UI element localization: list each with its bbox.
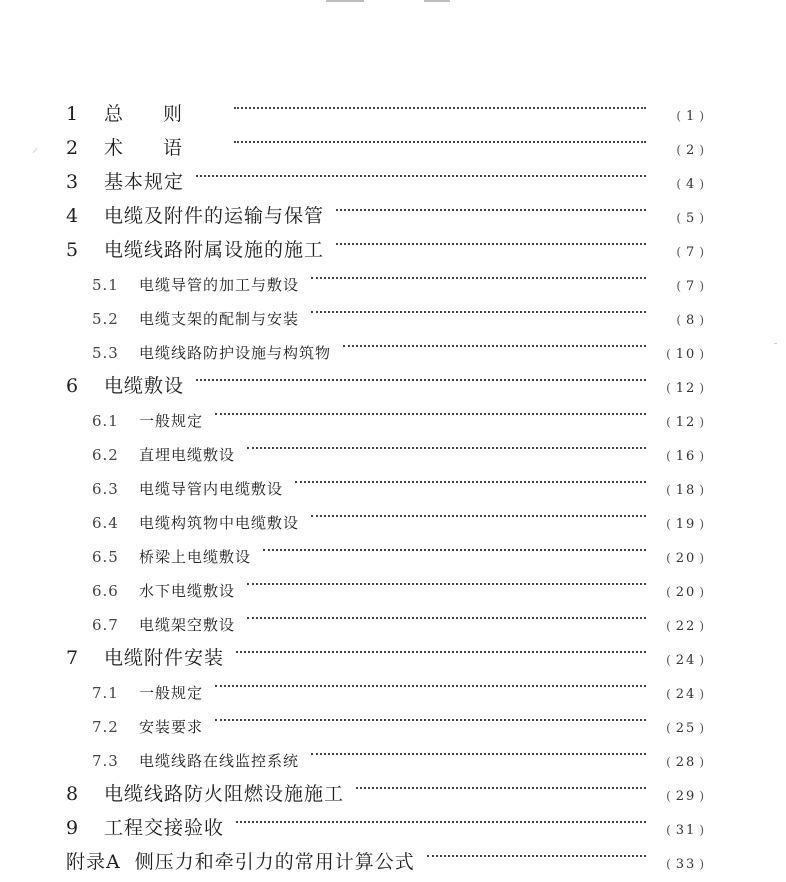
page-bracket-open: (: [666, 551, 673, 565]
toc-entry-number: 附录A: [66, 851, 121, 873]
scan-speck: [774, 343, 777, 344]
scan-edge-mark: [424, 0, 450, 2]
page-number: 5: [686, 211, 697, 226]
page-bracket-close: ): [699, 483, 706, 497]
page-bracket-close: ): [699, 653, 706, 667]
page-bracket-close: ): [699, 109, 706, 123]
dot-leader: [215, 664, 646, 698]
page-bracket-open: (: [676, 245, 684, 259]
toc-entry-number: 6.1: [92, 412, 119, 430]
page-bracket-open: (: [666, 653, 673, 667]
page-bracket-close: ): [699, 551, 706, 565]
page-number: 1: [686, 109, 697, 124]
page-bracket-open: (: [666, 823, 673, 837]
toc-entry-title: 基本规定: [104, 171, 185, 193]
page-bracket-close: ): [699, 143, 706, 157]
dot-leader: [247, 562, 646, 596]
toc-entry-title: 电缆线路在线监控系统: [139, 752, 300, 770]
page-bracket-close: ): [699, 245, 706, 259]
toc-entry[interactable]: [66, 86, 706, 125]
page-bracket-close: ): [699, 177, 706, 191]
toc-entry-title: 水下电缆敷设: [139, 582, 236, 600]
page-bracket-close: ): [699, 857, 706, 871]
toc-entry-number: 6.6: [92, 582, 119, 600]
dot-leader: [247, 426, 646, 460]
dot-leader: [263, 528, 646, 562]
toc-entry-title: 总则: [104, 103, 223, 125]
toc-entry-number: 9: [66, 817, 80, 839]
page-number: 33: [675, 857, 697, 872]
toc-entry-page: [656, 813, 706, 848]
toc-entry-page: [656, 541, 706, 576]
page-bracket-open: (: [676, 211, 684, 225]
toc-entry-number: 6.7: [92, 616, 119, 634]
page-bracket-close: ): [699, 279, 706, 293]
toc-entry-number: 7.2: [92, 718, 119, 736]
dot-leader: [295, 460, 646, 494]
toc-entry-number: 6.5: [92, 548, 119, 566]
page-bracket-close: ): [699, 415, 706, 429]
page-bracket-open: (: [666, 483, 673, 497]
toc-entry-title: 术语: [104, 137, 223, 159]
toc-entry-number: 3: [66, 171, 80, 193]
toc-entry-number: 6.2: [92, 446, 119, 464]
page-number: 12: [675, 415, 697, 430]
toc-entry-number: 5.2: [92, 310, 119, 328]
page-bracket-open: (: [666, 687, 673, 701]
page-bracket-open: (: [666, 517, 673, 531]
dot-leader: [247, 596, 646, 630]
page-number: 18: [675, 483, 697, 498]
toc-entry-page: [656, 133, 706, 168]
toc-entry-page: [656, 847, 706, 882]
toc-entry-title: 工程交接验收: [104, 817, 225, 839]
page-bracket-open: (: [666, 449, 673, 463]
page-number: 19: [675, 517, 697, 532]
page-bracket-close: ): [699, 449, 706, 463]
page-number: 10: [675, 347, 697, 362]
dot-leader: [336, 188, 646, 222]
toc-entry-title: 电缆支架的配制与安装: [139, 310, 300, 328]
page-bracket-open: (: [676, 313, 684, 327]
page-bracket-close: ): [699, 381, 706, 395]
toc-entry-title: 安装要求: [139, 718, 204, 736]
page-bracket-close: ): [699, 347, 706, 361]
toc-entry-page: [656, 745, 706, 780]
page-bracket-open: (: [666, 619, 673, 633]
toc-entry-number: 7.3: [92, 752, 119, 770]
toc-entry-number: 5.3: [92, 344, 119, 362]
page-bracket-open: (: [676, 143, 684, 157]
toc-entry-number: 2: [66, 137, 80, 159]
toc-entry-title: 直埋电缆敷设: [139, 446, 236, 464]
page-bracket-open: (: [676, 109, 684, 123]
toc-entry-page: [656, 167, 706, 202]
toc-entry-number: 6.3: [92, 480, 119, 498]
toc-entry-page: [656, 405, 706, 440]
page-number: 24: [675, 653, 697, 668]
toc-entry-page: [656, 235, 706, 270]
page-bracket-open: (: [676, 279, 684, 293]
toc-entry-title: 电缆线路防火阻燃设施施工: [104, 783, 345, 805]
page-number: 20: [675, 585, 697, 600]
page-bracket-close: ): [699, 585, 706, 599]
dot-leader: [234, 120, 646, 154]
toc-entry-page: [656, 677, 706, 712]
toc-entry-page: [656, 371, 706, 406]
page-bracket-close: ): [699, 313, 706, 327]
toc-entry-title: 一般规定: [139, 412, 204, 430]
toc-entry-title: 电缆构筑物中电缆敷设: [139, 514, 300, 532]
page-bracket-open: (: [666, 857, 673, 871]
page-bracket-close: ): [699, 619, 706, 633]
dot-leader: [215, 698, 646, 732]
page-bracket-open: (: [666, 789, 673, 803]
page-bracket-open: (: [666, 381, 673, 395]
page-bracket-close: ): [699, 823, 706, 837]
dot-leader: [311, 256, 646, 290]
page-bracket-open: (: [666, 721, 673, 735]
toc-entry-page: [656, 303, 706, 338]
toc-entry-title: 电缆线路附属设施的施工: [104, 239, 325, 261]
toc-entry-page: [656, 439, 706, 474]
page-number: 8: [686, 313, 697, 328]
toc-entry-number: 7: [66, 647, 80, 669]
toc-entry-title: 电缆附件安装: [104, 647, 225, 669]
toc-entry-title: 电缆导管的加工与敷设: [139, 276, 300, 294]
toc-entry-number: 4: [66, 205, 80, 227]
dot-leader: [336, 222, 646, 256]
dot-leader: [343, 324, 646, 358]
page-number: 2: [686, 143, 697, 158]
toc-entry-number: 6: [66, 375, 80, 397]
scan-speck: [33, 148, 38, 153]
toc-entry-number: 7.1: [92, 684, 119, 702]
toc-entry-number: 5: [66, 239, 80, 261]
dot-leader: [196, 154, 646, 188]
toc-entry-title: 一般规定: [139, 684, 204, 702]
toc-entry-number: 5.1: [92, 276, 119, 294]
page-bracket-open: (: [666, 585, 673, 599]
toc-entry-title: 侧压力和牵引力的常用计算公式: [134, 851, 415, 873]
dot-leader: [236, 800, 646, 834]
page-bracket-close: ): [699, 789, 706, 803]
page-bracket-open: (: [666, 755, 673, 769]
toc-entry-number: 8: [66, 783, 80, 805]
toc-entry-page: [656, 643, 706, 678]
toc-entry-page: [656, 507, 706, 542]
page-bracket-close: ): [699, 721, 706, 735]
page-bracket-close: ): [699, 755, 706, 769]
toc-entry-title: 桥梁上电缆敷设: [139, 548, 252, 566]
toc-entry-page: [656, 711, 706, 746]
page-number: 12: [675, 381, 697, 396]
table-of-contents: [66, 86, 706, 873]
page-bracket-open: (: [666, 415, 673, 429]
page-bracket-close: ): [699, 517, 706, 531]
toc-entry-page: [656, 201, 706, 236]
page-bracket-open: (: [666, 347, 673, 361]
dot-leader: [427, 834, 646, 868]
toc-entry-title: 电缆及附件的运输与保管: [104, 205, 325, 227]
toc-entry-page: [656, 269, 706, 304]
toc-entry-title: 电缆导管内电缆敷设: [139, 480, 284, 498]
page-bracket-open: (: [676, 177, 684, 191]
page-number: 29: [675, 789, 697, 804]
page-number: 16: [675, 449, 697, 464]
page-number: 24: [675, 687, 697, 702]
toc-entry-title: 电缆线路防护设施与构筑物: [139, 344, 332, 362]
dot-leader: [215, 392, 646, 426]
toc-entry-number: 1: [66, 103, 80, 125]
page-number: 25: [675, 721, 697, 736]
page-number: 20: [675, 551, 697, 566]
toc-entry-page: [656, 337, 706, 372]
toc-entry-page: [656, 575, 706, 610]
dot-leader: [311, 494, 646, 528]
page-number: 4: [686, 177, 697, 192]
dot-leader: [236, 630, 646, 664]
toc-entry-page: [656, 609, 706, 644]
scan-edge-mark: [326, 0, 364, 2]
toc-entry-page: [656, 99, 706, 134]
dot-leader: [234, 86, 646, 120]
page-bracket-close: ): [699, 687, 706, 701]
toc-entry-page: [656, 779, 706, 814]
page-number: 7: [686, 245, 697, 260]
page-bracket-close: ): [699, 211, 706, 225]
toc-entry-number: 6.4: [92, 514, 119, 532]
toc-entry-page: [656, 473, 706, 508]
page-number: 22: [675, 619, 697, 634]
dot-leader: [311, 732, 646, 766]
dot-leader: [356, 766, 646, 800]
toc-entry-title: 电缆架空敷设: [139, 616, 236, 634]
dot-leader: [311, 290, 646, 324]
page-number: 31: [675, 823, 697, 838]
page-number: 7: [686, 279, 697, 294]
dot-leader: [196, 358, 646, 392]
toc-entry-title: 电缆敷设: [104, 375, 185, 397]
page-number: 28: [675, 755, 697, 770]
